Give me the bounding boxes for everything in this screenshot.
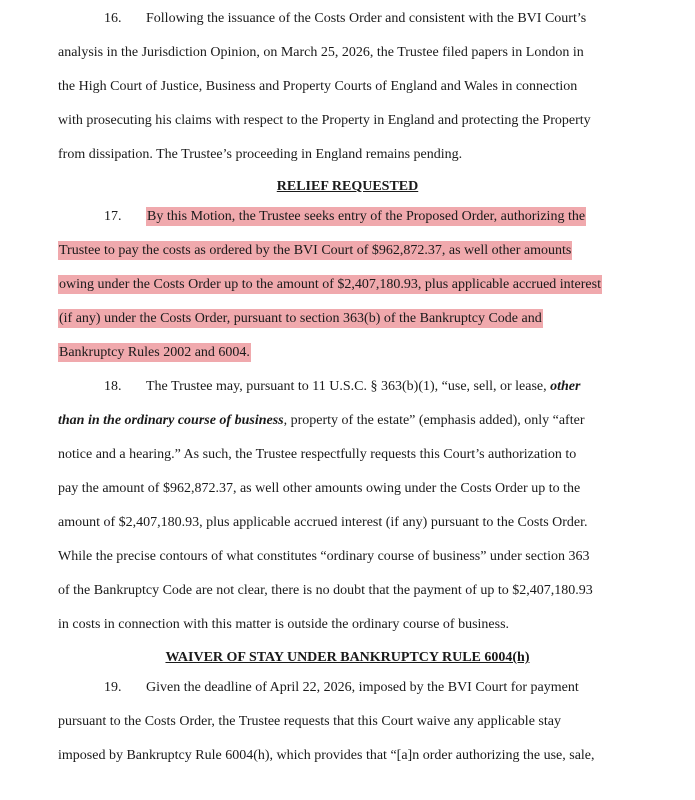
section-heading-relief-requested: RELIEF REQUESTED (276, 179, 419, 194)
section-heading-waiver-of-stay: WAIVER OF STAY UNDER BANKRUPTCY RULE 6004(h) (165, 650, 530, 665)
paragraph-text: , property of the estate” (emphasis added), only “after (283, 413, 585, 428)
paragraph-18-line-8: in costs in connection with this matter is outside the ordinary course of business. (58, 617, 510, 632)
highlighted-text: (if any) under the Costs Order, pursuant to section 363(b) of the Bankruptcy Code and (59, 311, 542, 326)
paragraph-text: Following the issuance of the Costs Order and consistent with the BVI Court’s (146, 11, 587, 26)
paragraph-number: 17. (104, 209, 122, 224)
paragraph-19-line-1 (104, 678, 579, 698)
paragraph-19-line-2: pursuant to the Costs Order, the Trustee requests that this Court waive any applicable stay (58, 714, 561, 729)
emphasis-text: other (550, 379, 581, 394)
paragraph-18-line-5: amount of $2,407,180.93, plus applicable accrued interest (if any) pursuant to the Costs Order. (58, 515, 588, 530)
paragraph-16-line-1 (104, 9, 586, 29)
paragraph-text: Given the deadline of April 22, 2026, imposed by the BVI Court for payment (146, 680, 579, 695)
paragraph-16-line-2: analysis in the Jurisdiction Opinion, on March 25, 2026, the Trustee filed papers in London in (58, 45, 584, 60)
paragraph-17-line-2 (58, 241, 572, 261)
paragraph-16-line-5: from dissipation. The Trustee’s proceeding in England remains pending. (58, 147, 463, 162)
paragraph-17-line-4 (58, 309, 543, 329)
highlighted-text: Bankruptcy Rules 2002 and 6004. (59, 345, 250, 360)
paragraph-17-line-1 (104, 207, 586, 227)
paragraph-18-line-6: While the precise contours of what constitutes “ordinary course of business” under section 363 (58, 549, 590, 564)
paragraph-number: 19. (104, 680, 122, 695)
paragraph-18-line-4: pay the amount of $962,872.37, as well other amounts owing under the Costs Order up to the (58, 481, 581, 496)
emphasis-text: than in the ordinary course of business (58, 413, 284, 428)
paragraph-18-line-7: of the Bankruptcy Code are not clear, there is no doubt that the payment of up to $2,407,180.93 (58, 583, 593, 598)
paragraph-16-line-3: the High Court of Justice, Business and Property Courts of England and Wales in connection (58, 79, 578, 94)
highlighted-text: By this Motion, the Trustee seeks entry of the Proposed Order, authorizing the (147, 209, 586, 224)
paragraph-17-line-3 (58, 275, 602, 295)
paragraph-18-line-2 (58, 411, 585, 431)
paragraph-18-line-3: notice and a hearing.” As such, the Trustee respectfully requests this Court’s authorization to (58, 447, 577, 462)
highlighted-text: Trustee to pay the costs as ordered by the BVI Court of $962,872.37, as well other amounts (59, 243, 572, 258)
paragraph-number: 18. (104, 379, 122, 394)
paragraph-text: The Trustee may, pursuant to 11 U.S.C. § 363(b)(1), “use, sell, or lease, (146, 379, 551, 394)
paragraph-17-line-5 (58, 343, 251, 363)
paragraph-19-line-3: imposed by Bankruptcy Rule 6004(h), which provides that “[a]n order authorizing the use, sale, (58, 748, 595, 763)
paragraph-18-line-1 (104, 377, 580, 397)
highlighted-text: owing under the Costs Order up to the amount of $2,407,180.93, plus applicable accrued interest (59, 277, 601, 292)
paragraph-number: 16. (104, 11, 122, 26)
paragraph-16-line-4: with prosecuting his claims with respect to the Property in England and protecting the Property (58, 113, 591, 128)
